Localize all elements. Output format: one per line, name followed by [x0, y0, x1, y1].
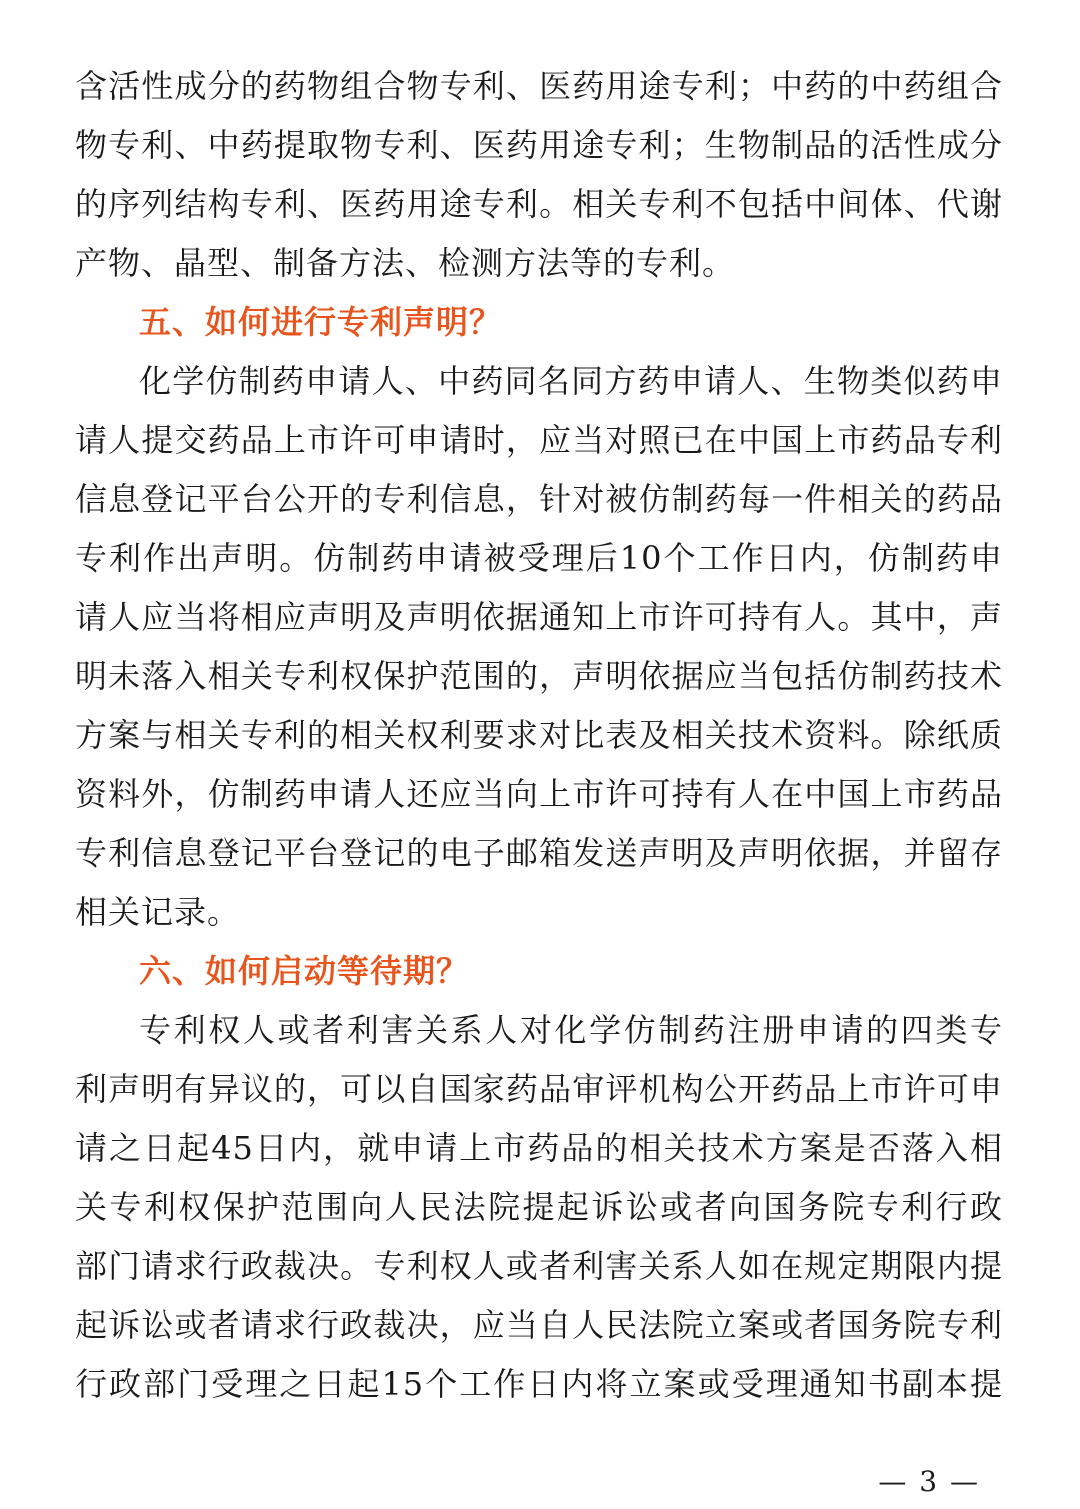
paragraph-line: 明未落入相关专利权保护范围的，声明依据应当包括仿制药技术	[75, 657, 1003, 695]
paragraph-line: 含活性成分的药物组合物专利、医药用途专利；中药的中药组合	[75, 67, 1003, 105]
paragraph-line: 方案与相关专利的相关权利要求对比表及相关技术资料。除纸质	[75, 716, 1003, 754]
paragraph-line: 资料外，仿制药申请人还应当向上市许可持有人在中国上市药品	[75, 775, 1003, 813]
paragraph-line: 部门请求行政裁决。专利权人或者利害关系人如在规定期限内提	[75, 1247, 1003, 1285]
paragraph-line: 产物、晶型、制备方法、检测方法等的专利。	[75, 244, 736, 282]
paragraph-line: 化学仿制药申请人、中药同名同方药申请人、生物类似药申	[139, 362, 1003, 400]
paragraph-line: 起诉讼或者请求行政裁决，应当自人民法院立案或者国务院专利	[75, 1306, 1003, 1344]
paragraph-line: 相关记录。	[75, 893, 241, 931]
paragraph-line: 物专利、中药提取物专利、医药用途专利；生物制品的活性成分	[75, 126, 1003, 164]
section-heading-5: 五、如何进行专利声明？	[139, 303, 503, 341]
paragraph-line: 行政部门受理之日起15个工作日内将立案或受理通知书副本提	[75, 1365, 1003, 1403]
paragraph-line: 请人应当将相应声明及声明依据通知上市许可持有人。其中，声	[75, 598, 1003, 636]
paragraph-line: 的序列结构专利、医药用途专利。相关专利不包括中间体、代谢	[75, 185, 1003, 223]
paragraph-line: 请之日起45日内，就申请上市药品的相关技术方案是否落入相	[75, 1129, 1003, 1167]
paragraph-line: 专利作出声明。仿制药申请被受理后10个工作日内，仿制药申	[75, 539, 1003, 577]
paragraph-line: 利声明有异议的，可以自国家药品审评机构公开药品上市许可申	[75, 1070, 1003, 1108]
paragraph-line: 请人提交药品上市许可申请时，应当对照已在中国上市药品专利	[75, 421, 1003, 459]
paragraph-line: 专利信息登记平台登记的电子邮箱发送声明及声明依据，并留存	[75, 834, 1003, 872]
paragraph-line: 信息登记平台公开的专利信息，针对被仿制药每一件相关的药品	[75, 480, 1003, 518]
paragraph-line: 专利权人或者利害关系人对化学仿制药注册申请的四类专	[139, 1011, 1003, 1049]
section-heading-6: 六、如何启动等待期？	[139, 952, 470, 990]
page-number: — 3 —	[878, 1465, 980, 1498]
paragraph-line: 关专利权保护范围向人民法院提起诉讼或者向国务院专利行政	[75, 1188, 1003, 1226]
